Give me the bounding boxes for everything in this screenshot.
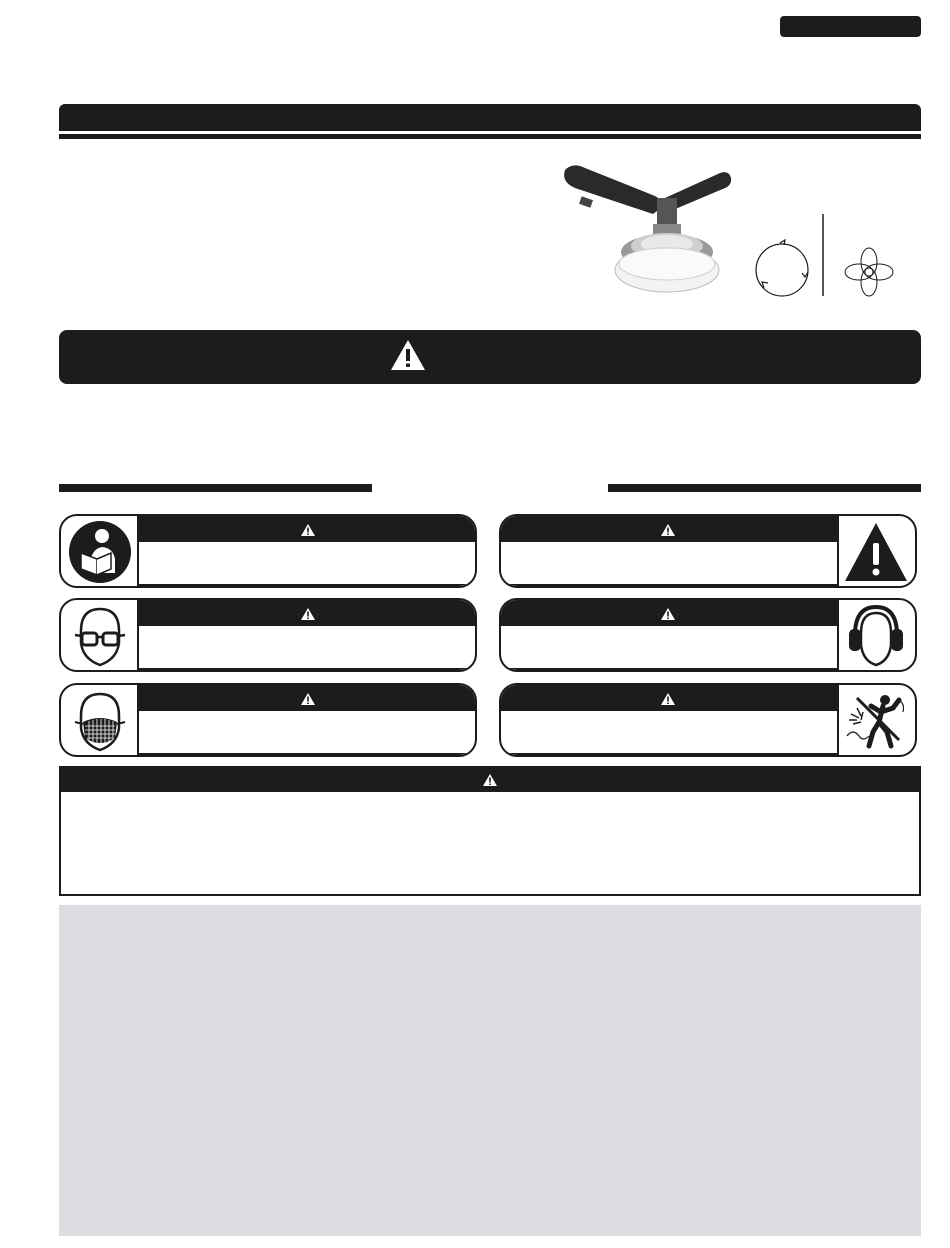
explosion-hazard-icon bbox=[843, 688, 909, 754]
motion-diagram bbox=[752, 212, 902, 302]
safety-card-general-warning bbox=[499, 514, 917, 588]
safety-card-explosion-hazard bbox=[499, 683, 917, 757]
manual-read-icon bbox=[67, 519, 133, 585]
info-panel bbox=[59, 905, 921, 1236]
ear-protection-icon bbox=[843, 603, 909, 669]
section-rule-left bbox=[59, 484, 372, 492]
polisher-image bbox=[545, 158, 745, 303]
rotary-motion-icon bbox=[756, 240, 808, 296]
safety-card-respiratory-protection bbox=[59, 683, 477, 757]
header-tab bbox=[780, 16, 921, 37]
safety-glasses-icon bbox=[67, 603, 133, 669]
safety-card-eye-protection bbox=[59, 598, 477, 672]
notice-box bbox=[59, 766, 921, 896]
caution-header-icon bbox=[482, 773, 498, 787]
safety-card-hearing-protection bbox=[499, 598, 917, 672]
dust-mask-icon bbox=[67, 688, 133, 754]
title-rule bbox=[59, 134, 921, 139]
warning-triangle-icon bbox=[389, 338, 427, 372]
caution-header-icon bbox=[660, 692, 676, 706]
warning-banner bbox=[59, 330, 921, 384]
section-rule-right bbox=[608, 484, 921, 492]
caution-header-icon bbox=[300, 692, 316, 706]
orbital-motion-icon bbox=[845, 248, 893, 296]
caution-header-icon bbox=[300, 523, 316, 537]
title-bar bbox=[59, 104, 921, 131]
safety-card-read-manual bbox=[59, 514, 477, 588]
caution-header-icon bbox=[660, 607, 676, 621]
caution-header-icon bbox=[660, 523, 676, 537]
caution-header-icon bbox=[300, 607, 316, 621]
warning-triangle-icon bbox=[843, 519, 909, 585]
